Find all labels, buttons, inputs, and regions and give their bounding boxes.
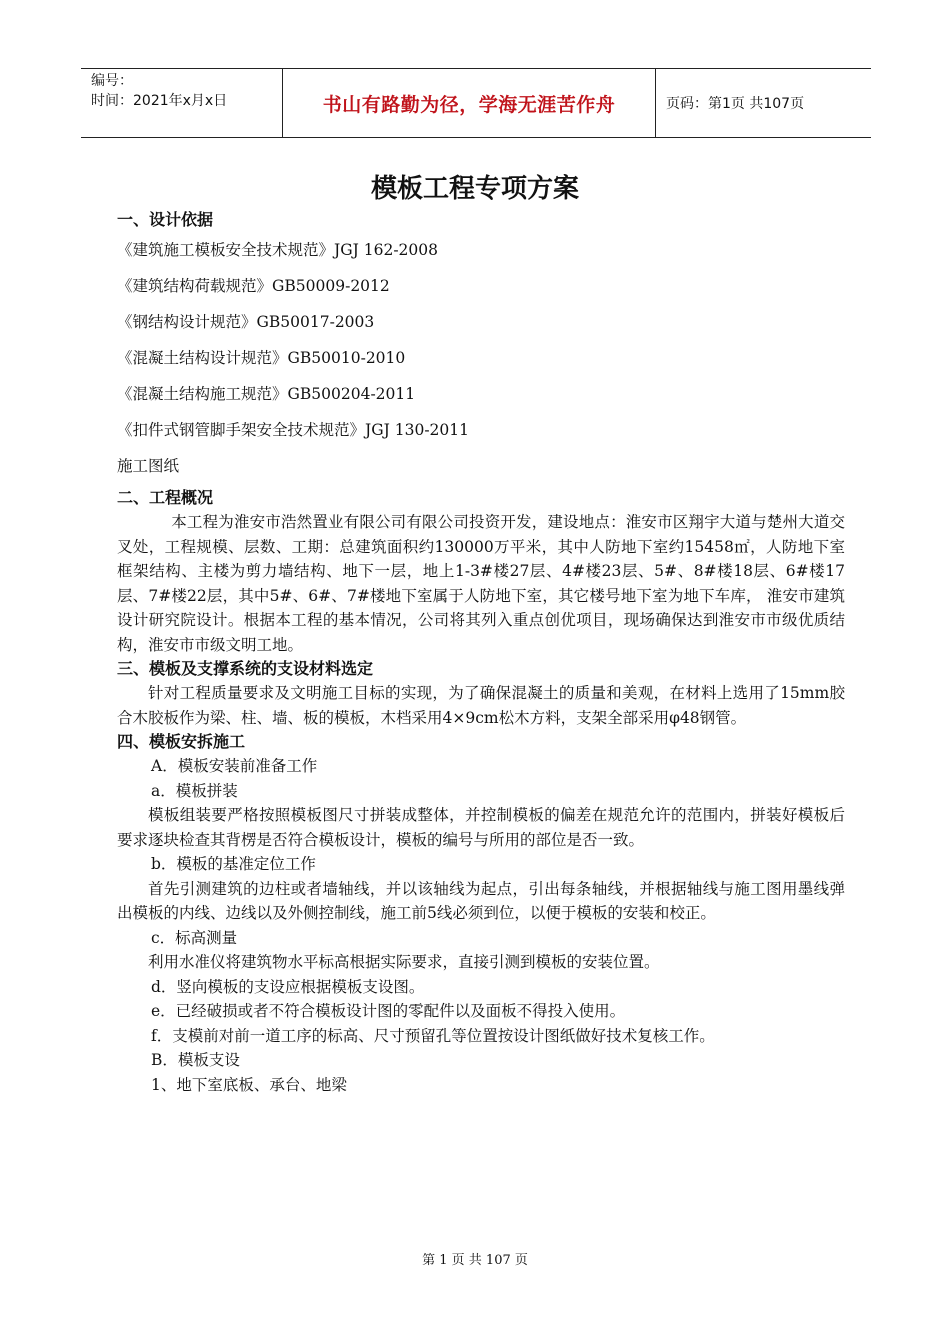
section-heading-basis: 一、设计依据 [117,210,214,229]
document-header [81,68,871,138]
item-c: c．标高测量 [151,928,238,947]
header-page-info: 页码：第1页 共107页 [666,96,805,112]
time-label: 时间：2021年x月x日 [91,93,228,109]
header-meta [81,69,282,137]
document-body [117,208,845,1097]
section-heading-materials: 三、模板及支撑系统的支设材料选定 [117,659,374,678]
header-motto: 书山有路勤为径，学海无涯苦作舟 [282,69,656,137]
reference-item: 《建筑结构荷载规范》GB50009-2012 [117,277,390,295]
reference-item: 《扣件式钢管脚手架安全技术规范》JGJ 130-2011 [117,421,470,439]
reference-item: 《建筑施工模板安全技术规范》JGJ 162-2008 [117,241,439,259]
subsection-A: A．模板安装前准备工作 [151,757,318,775]
page-footer: 第 1 页 共 107 页 [422,1253,528,1268]
number-label: 编号： [91,73,133,89]
reference-item: 《钢结构设计规范》GB50017-2003 [117,313,375,331]
item-b-paragraph: 首先引测建筑的边柱或者墙轴线，并以该轴线为起点，引出每条轴线，并根据轴线与施工图用墨线弹出模板的内线、边线以及外侧控制线，施工前5线必须到位，以便于模板的安装和校正。 [117,879,845,922]
item-e: e．已经破损或者不符合模板设计图的零配件以及面板不得投入使用。 [151,1002,626,1020]
item-b: b．模板的基准定位工作 [151,855,316,873]
document-title: 模板工程专项方案 [370,174,579,204]
item-a: a．模板拼装 [151,781,238,800]
section-heading-overview: 二、工程概况 [117,488,214,507]
section-heading-installation: 四、模板安拆施工 [117,732,246,751]
item-d: d．竖向模板的支设应根据模板支设图。 [151,977,425,996]
item-a-paragraph: 模板组装要严格按照模板图尺寸拼装成整体，并控制模板的偏差在规范允许的范围内，拼装好模板后要求逐块检查其背楞是否符合模板设计，模板的编号与所用的部位是否一致。 [117,806,845,849]
reference-item: 《混凝土结构设计规范》GB50010-2010 [117,349,406,367]
overview-paragraph: 本工程为淮安市浩然置业有限公司有限公司投资开发，建设地点：淮安市区翔宇大道与楚州大道交叉处，工程规模、层数、工期：总建筑面积约130000万平米，其中人防地下室约15458㎡，人防地下室框架结构、主楼为剪力墙结构、地下一层，地上1-3#楼27层、4#楼23层、5#、8#楼18层、6#楼17层、7#楼22层，其中5#、6#、7#楼地下室属于人防地下室，其它楼号地下室为地下车库， 淮安市建筑设计研究院设计。根据本工程的基本情况，公司将其列入重点创优项目，现场确保达到淮安市市级优质结构，淮安市市级文明工地。 [117,513,845,654]
reference-item: 施工图纸 [117,457,180,475]
item-c-paragraph: 利用水准仪将建筑物水平标高根据实际要求，直接引测到模板的安装位置。 [148,953,660,971]
reference-item: 《混凝土结构施工规范》GB500204-2011 [117,385,416,403]
item-1: 1、地下室底板、承台、地梁 [151,1075,347,1094]
subsection-B: B．模板支设 [151,1051,240,1069]
materials-paragraph: 针对工程质量要求及文明施工目标的实现，为了确保混凝土的质量和美观，在材料上选用了15mm胶合木胶板作为梁、柱、墙、板的模板，木档采用4×9cm松木方料，支架全部采用φ48钢管。 [117,684,845,727]
item-f: f．支模前对前一道工序的标高、尺寸预留孔等位置按设计图纸做好技术复核工作。 [151,1026,715,1045]
